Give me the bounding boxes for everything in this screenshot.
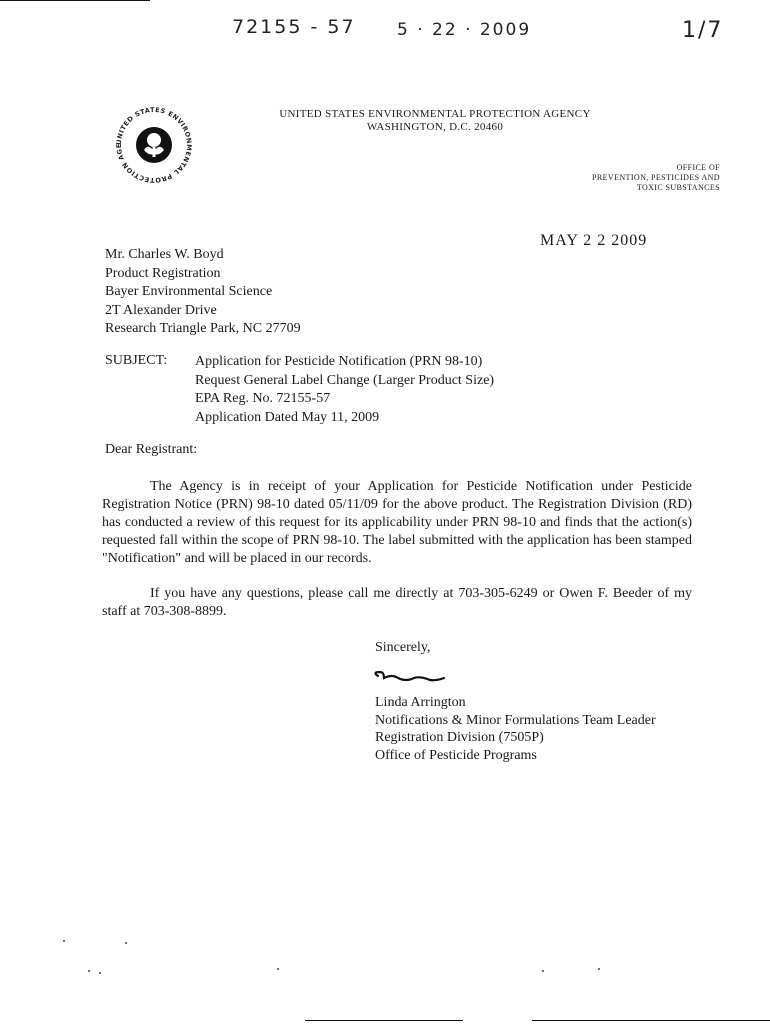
scan-speck [99,972,101,974]
signature-block [375,694,656,764]
address-line: Bayer Environmental Science [105,284,273,299]
scan-speck [598,968,600,970]
subject-line: EPA Reg. No. 72155-57 [195,391,331,406]
handwritten-page-count: 1/7 [682,18,724,43]
scan-edge-line [0,0,150,1]
address-line: Product Registration [105,265,221,281]
address-line: Research Triangle Park, NC 27709 [105,321,301,336]
seal-ring-text: UNITED STATES ENVIRONMENTAL PROTECTION AGE [114,105,194,185]
closing: Sincerely, [375,640,431,655]
signer-title: Notifications & Minor Formulations Team Leader [375,712,656,728]
scan-speck [125,942,127,944]
handwritten-date: 5 · 22 · 2009 [397,20,532,40]
subject-line: Application for Pesticide Notification (PRN 98-10) [195,354,483,369]
salutation: Dear Registrant: [105,442,198,457]
scan-speck [542,970,544,972]
signer-name: Linda Arrington [375,695,466,710]
subject-label: SUBJECT: [105,353,168,368]
address-line: 2T Alexander Drive [105,302,217,318]
office-name [560,163,720,193]
scan-speck [63,940,65,942]
body-paragraph-2: If you have any questions, please call me directly at 703-305-6249 or Owen F. Beeder of my staff at 703-308-8899. [102,586,692,619]
agency-name: UNITED STATES ENVIRONMENTAL PROTECTION AGENCY [279,108,591,120]
subject-line: Request General Label Change (Larger Product Size) [195,372,495,388]
body-paragraph-1: The Agency is in receipt of your Application for Pesticide Notification under Pesticide Registration Notice (PRN) 98-10 dated 05/11/09 for the above product. The Registration Division (RD) has conducted a review of this request for its applicability under PRN 98-10 and finds that the action(s) requested fall within the scope of PRN 98-10. The label submitted with the application has been stamped "Notification" and will be placed in our records. [102,479,692,566]
scan-bottom-line [305,1020,463,1021]
office-line: OFFICE OF [676,163,720,172]
office-line: TOXIC SUBSTANCES [636,183,720,192]
subject-lines [195,353,494,427]
scan-bottom-line [532,1020,770,1021]
scan-speck [277,968,279,970]
signer-division: Registration Division (7505P) [375,730,544,745]
scan-speck [88,970,90,972]
date-stamp: MAY 2 2 2009 [540,232,648,249]
signer-office: Office of Pesticide Programs [375,747,537,763]
recipient-address [105,246,301,339]
subject-line: Application Dated May 11, 2009 [195,409,380,425]
handwritten-reg-number: 72155 - 57 [232,16,356,38]
address-line: Mr. Charles W. Boyd [105,247,224,262]
agency-letterhead [250,108,620,134]
epa-seal-logo [112,103,196,187]
agency-city: WASHINGTON, D.C. 20460 [366,121,504,133]
office-line: PREVENTION, PESTICIDES AND [592,173,720,182]
handwritten-signature [370,664,450,688]
